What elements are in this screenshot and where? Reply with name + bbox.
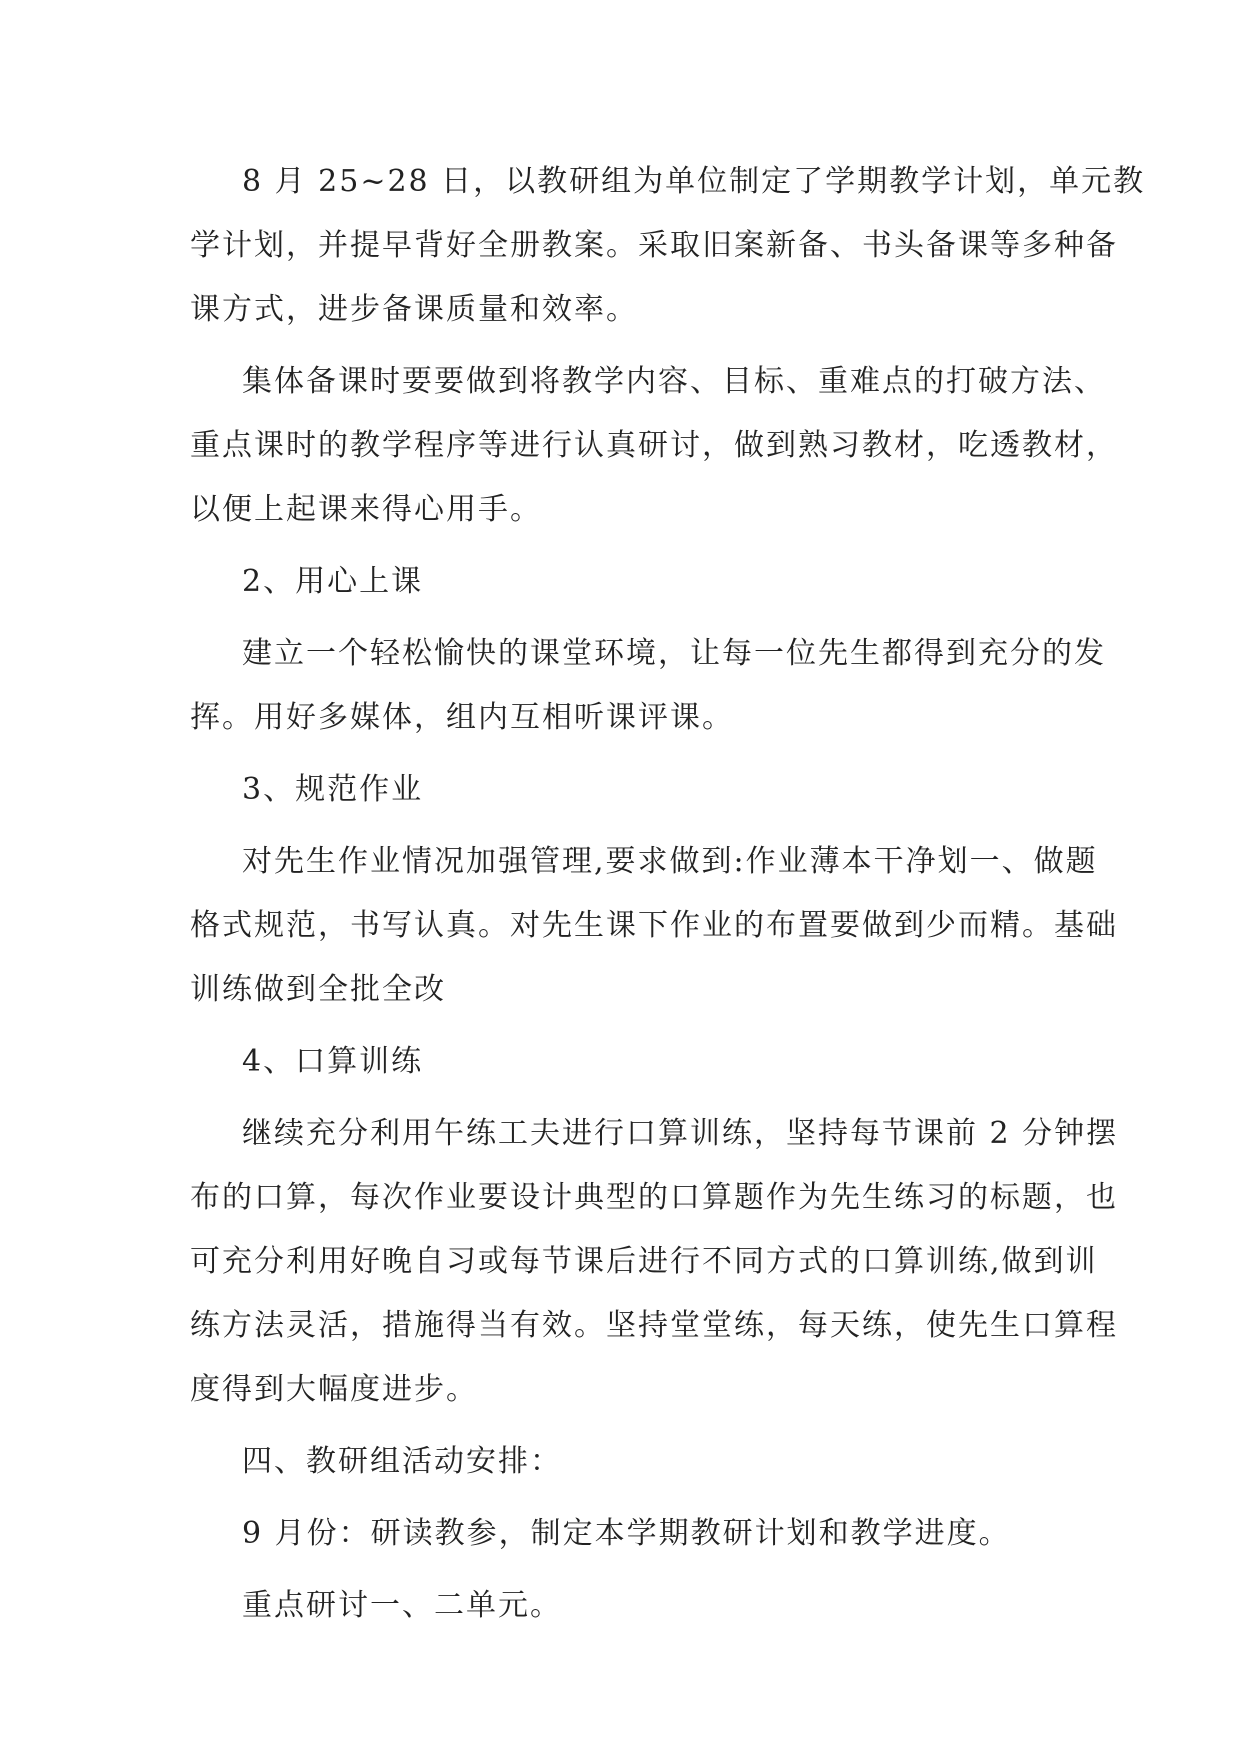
paragraph-line: 训练做到全批全改 <box>190 972 446 1007</box>
paragraph-line: 布的口算，每次作业要设计典型的口算题作为先生练习的标题，也 <box>190 1180 1118 1215</box>
paragraph-line: 集体备课时要要做到将教学内容、目标、重难点的打破方法、 <box>242 364 1106 399</box>
paragraph-mental-math-training <box>190 1102 1119 1422</box>
paragraph-september-plan: 9 月份：研读教参，制定本学期教研计划和教学进度。 <box>242 1516 1011 1551</box>
paragraph-line: 格式规范，书写认真。对先生课下作业的布置要做到少而精。基础 <box>190 908 1118 943</box>
paragraph-line: 对先生作业情况加强管理,要求做到:作业薄本干净划一、做题 <box>242 844 1098 879</box>
section-heading-mental-math: 4、口算训练 <box>242 1044 424 1079</box>
section-heading-activity-schedule: 四、教研组活动安排： <box>242 1444 562 1479</box>
paragraph-classroom-environment <box>190 622 1106 750</box>
paragraph-line: 可充分利用好晚自习或每节课后进行不同方式的口算训练,做到训 <box>190 1244 1098 1279</box>
paragraph-line: 以便上起课来得心用手。 <box>190 492 542 527</box>
paragraph-line: 8 月 25~28 日，以教研组为单位制定了学期教学计划，单元教 <box>242 164 1146 199</box>
paragraph-collective-prep <box>190 350 1118 542</box>
paragraph-line: 课方式，进步备课质量和效率。 <box>190 292 638 327</box>
paragraph-homework-management <box>190 830 1118 1022</box>
document-body <box>190 150 1146 1638</box>
paragraph-line: 练方法灵活，措施得当有效。坚持堂堂练，每天练，使先生口算程 <box>190 1308 1118 1343</box>
paragraph-line: 继续充分利用午练工夫进行口算训练，坚持每节课前 2 分钟摆 <box>242 1116 1119 1151</box>
paragraph-line: 挥。用好多媒体，组内互相听课评课。 <box>190 700 734 735</box>
paragraph-teaching-plan <box>190 150 1146 342</box>
section-heading-homework: 3、规范作业 <box>242 772 424 807</box>
section-heading-class-teaching: 2、用心上课 <box>242 564 424 599</box>
paragraph-line: 度得到大幅度进步。 <box>190 1372 478 1407</box>
paragraph-line: 重点课时的教学程序等进行认真研讨，做到熟习教材，吃透教材， <box>190 428 1118 463</box>
paragraph-unit-focus: 重点研讨一、二单元。 <box>242 1588 562 1623</box>
paragraph-line: 建立一个轻松愉快的课堂环境，让每一位先生都得到充分的发 <box>242 636 1106 671</box>
paragraph-line: 学计划，并提早背好全册教案。采取旧案新备、书头备课等多种备 <box>190 228 1118 263</box>
